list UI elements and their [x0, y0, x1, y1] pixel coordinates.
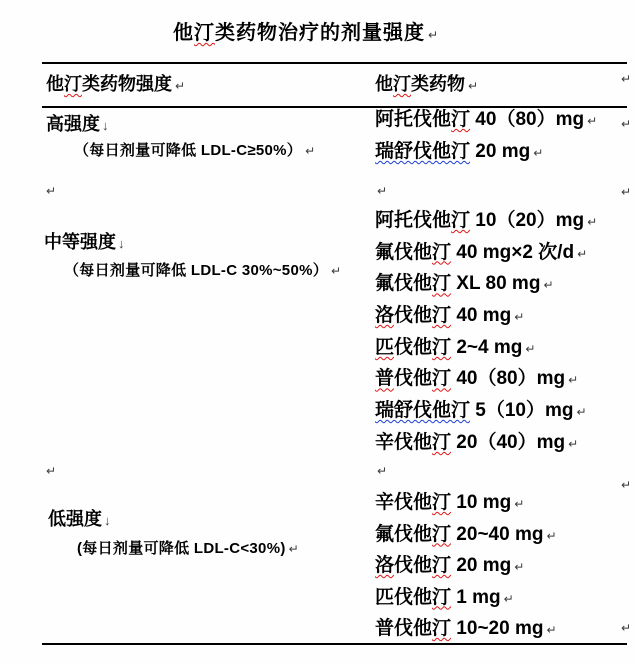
paragraph-mark-icon: ↵	[546, 623, 557, 637]
misspell-underline: 汀	[193, 22, 215, 44]
text-segment: 20 mg	[470, 141, 531, 162]
drug-dose-line	[375, 240, 597, 272]
section-label-text: 低强度	[48, 509, 102, 529]
paragraph-mark-icon: ↵	[331, 264, 342, 278]
section-note-low-intensity	[77, 537, 299, 558]
text-segment: 阿托伐他	[375, 109, 452, 130]
text-segment: 伐他	[394, 555, 433, 576]
text-segment: 普伐他	[375, 618, 433, 639]
drug-dose-line	[375, 553, 557, 585]
column-header-strength	[46, 70, 185, 96]
text-segment: XL 80 mg	[451, 273, 541, 295]
misspell-underline: 汀	[451, 210, 471, 231]
paragraph-mark-icon: ↵	[576, 405, 587, 420]
text-segment: 阿托伐他	[375, 210, 452, 231]
paragraph-mark-icon: ↵	[525, 341, 536, 356]
section-label-low-intensity	[48, 505, 111, 531]
text-segment: 20~40 mg	[451, 523, 544, 545]
drug-list-low-intensity	[375, 490, 557, 648]
paragraph-mark-icon: ↵	[288, 542, 299, 556]
drug-list-moderate-intensity	[375, 208, 597, 462]
text-segment: 伐他	[394, 368, 433, 390]
column-header-drugs	[375, 70, 478, 96]
section-label-high-intensity	[46, 110, 109, 136]
paragraph-mark-icon: ↵	[468, 79, 479, 93]
misspell-underline: 洛	[375, 305, 395, 327]
line-break-mark-icon: ↓	[102, 118, 109, 133]
text-segment: 他	[375, 74, 393, 94]
paragraph-mark-icon: ↵	[568, 373, 579, 388]
table-top-border	[42, 62, 627, 64]
paragraph-mark-icon: ↵	[46, 184, 57, 198]
misspell-underline: 瑞舒伐他汀	[375, 141, 471, 162]
misspell-underline: 汀	[451, 109, 471, 130]
misspell-underline: 瑞舒伐他汀	[375, 400, 471, 422]
drug-dose-line	[375, 430, 597, 462]
drug-dose-line	[375, 335, 597, 367]
text-segment: 辛伐他	[375, 492, 433, 513]
drug-list-high-intensity	[375, 107, 597, 171]
misspell-underline: 汀	[432, 523, 452, 545]
section-note-high-intensity	[74, 139, 315, 160]
paragraph-mark-icon: ↵	[587, 114, 598, 128]
text-segment: 40（80）mg	[470, 109, 585, 130]
misspell-underline: 汀	[432, 336, 452, 358]
drug-dose-line	[375, 139, 597, 171]
misspell-underline: 汀	[432, 492, 452, 513]
paragraph-mark-icon: ↵	[587, 215, 598, 229]
paragraph-mark-icon: ↵	[546, 528, 557, 543]
paragraph-mark-icon: ↵	[533, 146, 544, 160]
misspell-underline: 汀	[432, 273, 452, 295]
row-end-mark-icon: ↵	[621, 117, 632, 131]
misspell-underline: 汀	[432, 368, 452, 390]
paragraph-mark-icon: ↵	[305, 144, 316, 158]
paragraph-mark-icon: ↵	[514, 310, 525, 325]
drug-dose-line	[375, 522, 557, 554]
row-end-mark-icon: ↵	[621, 621, 632, 635]
paragraph-mark-icon: ↵	[543, 278, 554, 293]
section-note-text: （每日剂量可降低 LDL-C≥50%）	[74, 142, 303, 159]
paragraph-mark-icon: ↵	[46, 464, 57, 478]
misspell-underline: 汀	[393, 74, 411, 94]
section-note-moderate-intensity	[64, 259, 341, 280]
misspell-underline: 汀	[432, 305, 452, 327]
drug-dose-line	[375, 490, 557, 522]
drug-dose-line	[375, 616, 557, 648]
drug-dose-line	[375, 366, 597, 398]
misspell-underline: 汀	[432, 586, 452, 608]
drug-dose-line	[375, 398, 597, 430]
paragraph-mark-icon: ↵	[514, 497, 525, 511]
text-segment: 伐他	[394, 305, 433, 327]
misspell-underline: 汀	[432, 241, 452, 263]
text-segment: 20（40）mg	[451, 431, 566, 453]
drug-dose-line	[375, 303, 597, 335]
text-segment: 氟伐他	[375, 273, 433, 295]
text-segment: 40 mg×2 次/d	[451, 241, 575, 263]
misspell-underline: 普	[375, 368, 395, 390]
paragraph-mark-icon: ↵	[577, 246, 588, 261]
section-label-text: 高强度	[46, 114, 100, 134]
column-header-drugs-text	[375, 74, 465, 94]
drug-dose-line	[375, 107, 597, 139]
row-end-mark-icon: ↵	[621, 185, 632, 199]
line-break-mark-icon: ↓	[104, 513, 111, 528]
misspell-underline: 洛	[375, 555, 395, 576]
row-end-mark-icon: ↵	[621, 72, 632, 86]
misspell-underline: 汀	[432, 618, 452, 639]
paragraph-mark-icon: ↵	[568, 436, 579, 451]
text-segment: 他	[172, 22, 194, 44]
row-end-mark-icon: ↵	[621, 478, 632, 492]
text-segment: 他	[46, 74, 64, 94]
paragraph-mark-icon: ↵	[175, 79, 186, 93]
text-segment: 类药物	[411, 74, 465, 94]
paragraph-mark-icon: ↵	[377, 464, 388, 478]
text-segment: 1 mg	[451, 586, 501, 608]
paragraph-mark-icon: ↵	[427, 28, 440, 42]
text-segment: 10（20）mg	[470, 210, 585, 231]
section-label-moderate-intensity	[44, 228, 125, 254]
misspell-underline: 汀	[432, 555, 452, 576]
text-segment: 10 mg	[451, 492, 512, 513]
text-segment: 20 mg	[451, 555, 512, 576]
text-segment: 类药物治疗的剂量强度	[214, 22, 425, 44]
paragraph-mark-icon: ↵	[514, 560, 525, 574]
drug-dose-line	[375, 585, 557, 617]
column-header-strength-text	[46, 74, 172, 94]
text-segment: 5（10）mg	[470, 400, 574, 422]
section-label-text: 中等强度	[44, 232, 116, 252]
document-title	[0, 16, 612, 45]
text-segment: 辛伐他	[375, 431, 433, 453]
text-segment: 匹伐他	[375, 586, 433, 608]
text-segment: 40（80）mg	[451, 368, 566, 390]
text-segment: 氟伐他	[375, 523, 433, 545]
text-segment: 10~20 mg	[451, 618, 544, 639]
drug-dose-line	[375, 208, 597, 240]
misspell-underline: 汀	[64, 74, 82, 94]
title-text	[173, 22, 425, 44]
paragraph-mark-icon: ↵	[503, 591, 514, 606]
section-note-text: (每日剂量可降低 LDL-C<30%)	[77, 540, 286, 557]
text-segment: 伐他	[394, 336, 433, 358]
section-note-text: （每日剂量可降低 LDL-C 30%~50%）	[64, 262, 329, 279]
drug-dose-line	[375, 271, 597, 303]
misspell-underline: 匹	[375, 336, 395, 358]
line-break-mark-icon: ↓	[118, 236, 125, 251]
text-segment: 2~4 mg	[451, 336, 523, 358]
paragraph-mark-icon: ↵	[377, 184, 388, 198]
text-segment: 氟伐他	[375, 241, 433, 263]
text-segment: 40 mg	[451, 305, 512, 327]
misspell-underline: 汀	[432, 431, 452, 453]
text-segment: 类药物强度	[82, 74, 172, 94]
